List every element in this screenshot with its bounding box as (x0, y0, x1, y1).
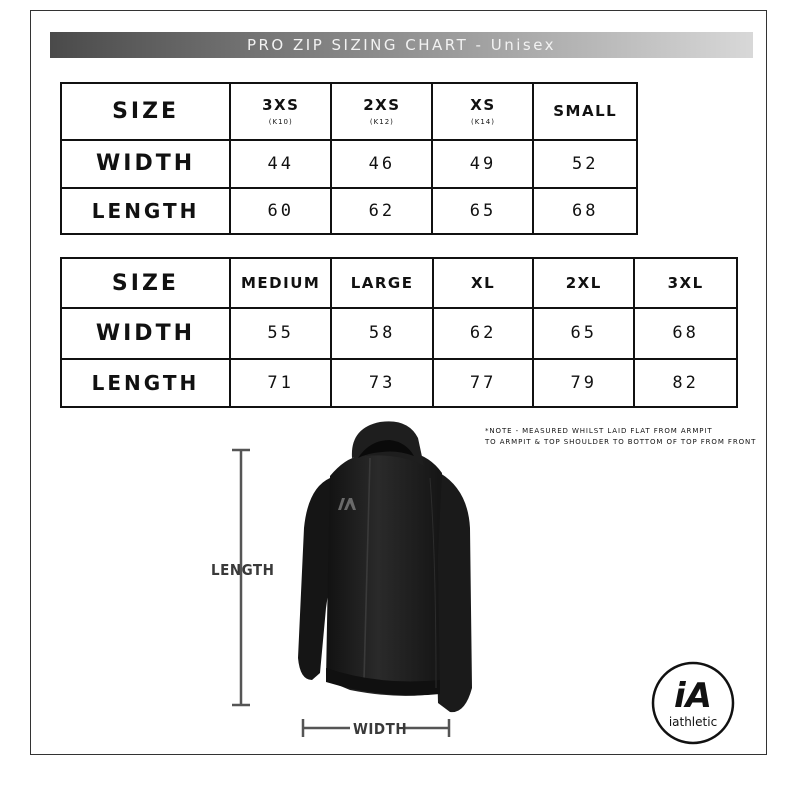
width-value: 44 (230, 140, 331, 188)
size-label: MEDIUM (241, 274, 321, 293)
width-value: 46 (331, 140, 432, 188)
note-line: TO ARMPIT & TOP SHOULDER TO BOTTOM OF TOP FROM FRONT (485, 438, 757, 446)
size-header: SIZE (61, 258, 230, 308)
width-value: 58 (331, 308, 432, 358)
size-label: XS (470, 96, 496, 115)
size-label: LARGE (350, 274, 414, 293)
length-value: 82 (634, 359, 737, 407)
size-label: XL (471, 274, 496, 293)
length-value: 68 (533, 188, 637, 234)
length-label: LENGTH (211, 561, 275, 579)
length-value: 79 (533, 359, 634, 407)
length-value: 71 (230, 359, 332, 407)
length-value: 77 (433, 359, 534, 407)
width-label: WIDTH (353, 720, 408, 738)
size-sublabel: (K10) (268, 118, 293, 127)
size-label: SMALL (553, 102, 618, 121)
size-label: 3XL (667, 274, 704, 293)
iathletic-logo-icon (650, 660, 736, 746)
width-header: WIDTH (61, 308, 230, 358)
chart-title: PRO ZIP SIZING CHART - Unisex (50, 32, 753, 58)
length-value: 65 (432, 188, 533, 234)
hoodie-body (326, 452, 442, 696)
brand-mark: iA (674, 676, 712, 716)
length-header: LENGTH (61, 359, 230, 407)
width-value: 62 (433, 308, 534, 358)
width-value: 65 (533, 308, 634, 358)
brand-name: iathletic (668, 715, 718, 729)
length-value: 60 (230, 188, 331, 234)
note-line: *NOTE - MEASURED WHILST LAID FLAT FROM ARMPIT (485, 427, 713, 435)
length-header: LENGTH (61, 188, 230, 234)
width-value: 49 (432, 140, 533, 188)
size-sublabel: (K12) (369, 118, 394, 127)
size-label: 2XS (363, 96, 401, 115)
hoodie-illustration (290, 418, 480, 716)
width-value: 52 (533, 140, 637, 188)
width-value: 55 (230, 308, 332, 358)
size-label: 3XS (262, 96, 300, 115)
length-value: 73 (331, 359, 432, 407)
size-sublabel: (K14) (471, 118, 495, 127)
length-value: 62 (331, 188, 432, 234)
size-label: 2XL (565, 274, 602, 293)
width-value: 68 (634, 308, 737, 358)
width-header: WIDTH (61, 140, 230, 188)
size-header: SIZE (61, 83, 230, 140)
